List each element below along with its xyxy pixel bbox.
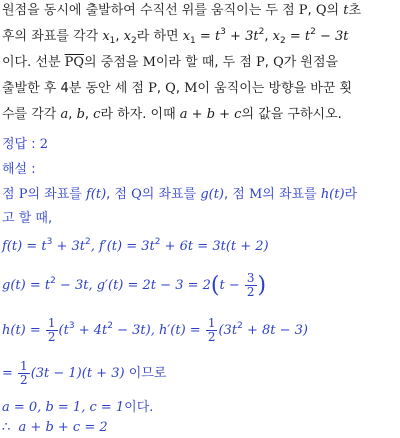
solution-title: 해설 : (2, 162, 36, 177)
problem-line-1: 원점을 동시에 출발하여 수직선 위를 움직이는 두 점 P, Q의 t초 (2, 3, 361, 18)
solution-line-2: 고 할 때, (2, 211, 53, 226)
solution-values-line: a = 0, b = 1, c = 1이다. (2, 400, 154, 415)
solution-line-1: 점 P의 좌표를 f(t), 점 Q의 좌표를 g(t), 점 M의 좌표를 h(t)라 (2, 187, 358, 202)
solution-result-line: = $\frac{1}{2}$ (3t − 1)(t + 3) 이므로 (2, 359, 167, 387)
solution-g-line: $g(t) = t^2 - 3t$, g′(t) = 2t − 3 = 2(t − $\frac{3}{2}$ ) (2, 271, 267, 299)
problem-line-3: 이다. 선분 $\overline{PQ}$의 중점을 M이라 할 때, 두 점 P, Q가 원점을 (2, 55, 339, 70)
problem-line-4: 출발한 후 4분 동안 세 점 P, Q, M이 움직이는 방향을 바꾼 횟 (2, 81, 353, 96)
fraction: $\frac{1}{2}$ (20, 359, 28, 387)
fraction: $\frac{1}{2}$ (47, 316, 56, 344)
fraction: $\frac{3}{2}$ (246, 271, 255, 299)
fraction: $\frac{1}{2}$ (207, 316, 216, 344)
problem-line-5: 수를 각각 a, b, c라 하자. 이때 a + b + c의 값을 구하시오. (2, 107, 342, 122)
answer-value: 2 (39, 137, 49, 152)
therefore-symbol: ∴ (2, 420, 11, 435)
solution-f-line: $f(t) = t^3 + 3t^2$, $f'(t) = 3t^2 + 6t = 3t(t + 2)$ (2, 237, 269, 254)
problem-line-2: 후의 좌표를 각각 $x_1$, $x_2$라 하면 $x_1 = t^3 + 3t^2$, $x_2 = t^2 - 3t$ (2, 27, 349, 46)
solution-therefore-line: ∴ a + b + c = 2 (2, 420, 108, 435)
answer-line (2, 135, 48, 155)
solution-h-line: h(t) = $\frac{1}{2}$ $(t^3 + 4t^2 - 3t)$, h′(t) = $\frac{1}{2}$ $(3t^2 + 8t - 3)$ (2, 316, 308, 344)
answer-label: 정답 : (2, 137, 36, 152)
